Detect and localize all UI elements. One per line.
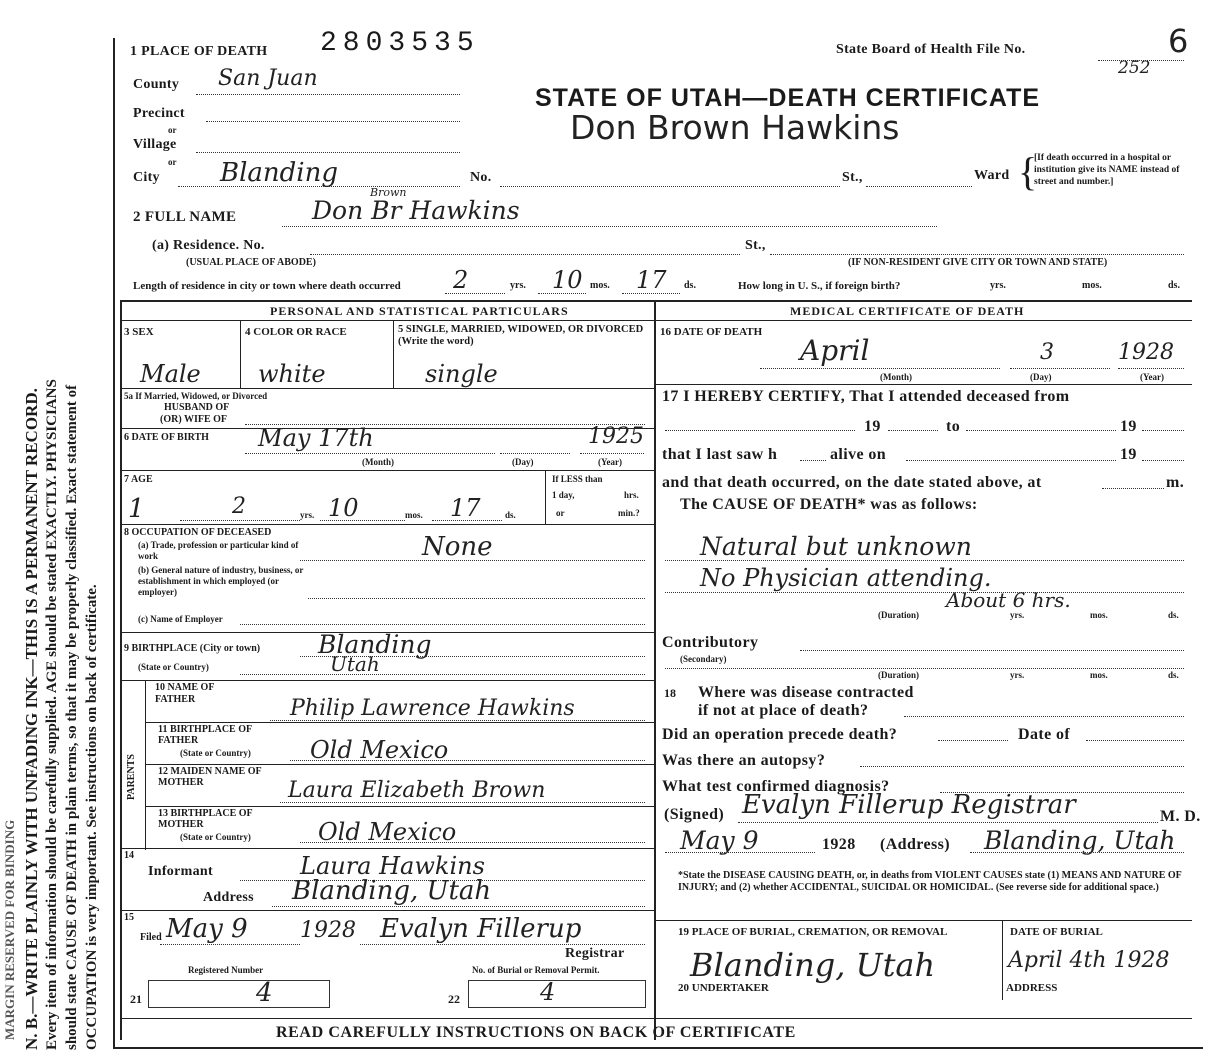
- employer-line: [240, 624, 645, 625]
- row-rule-1: [120, 388, 654, 389]
- duration2-mos: mos.: [1090, 670, 1108, 680]
- parents-label: PARENTS: [126, 754, 137, 800]
- city-label: City: [133, 170, 160, 185]
- father-value: Philip Lawrence Hawkins: [290, 696, 575, 721]
- certificate-serial-number: 2803535: [320, 28, 480, 59]
- residence-years: 2: [453, 266, 469, 294]
- age-yrs-label: yrs.: [300, 510, 315, 520]
- death-month-sub: (Month): [880, 372, 912, 382]
- birthplace-state-label: (State or Country): [138, 662, 209, 672]
- marital-value: single: [425, 360, 498, 388]
- death-month-value: April: [800, 334, 870, 367]
- medical-heading: MEDICAL CERTIFICATE OF DEATH: [790, 304, 1025, 318]
- less-hrs-label: hrs.: [624, 490, 639, 500]
- residence-ds-label: ds.: [684, 280, 696, 291]
- us-residence-label: How long in U. S., if foreign birth?: [738, 280, 901, 292]
- parents-rule-2: [145, 764, 654, 765]
- cause-line-2-rule: [665, 592, 1184, 593]
- instruction-line-2: should state CAUSE OF DEATH in plain terms, so that it may be properly classified. Exact statement of: [64, 384, 80, 1050]
- attended-from-year-line: [888, 430, 938, 431]
- informant-label: Informant: [148, 864, 213, 879]
- length-residence-label: Length of residence in city or town where death occurred: [133, 280, 401, 292]
- last-saw-label: that I last saw h: [662, 446, 778, 463]
- full-name-label: 2 FULL NAME: [133, 209, 237, 225]
- color-marital-divider: [393, 320, 394, 388]
- center-divider: [654, 300, 656, 1040]
- disease-contracted-question-2: if not at place of death?: [698, 702, 869, 719]
- signature-date-line: [665, 852, 815, 853]
- age-mos-label: mos.: [405, 510, 423, 520]
- cause-line-2: No Physician attending.: [700, 564, 992, 592]
- filed-year-value: 1928: [300, 918, 356, 943]
- medical-rule-1: [654, 384, 1192, 385]
- occupation-label: 8 OCCUPATION OF DECEASED: [124, 527, 272, 538]
- age-lead-value: 1: [128, 494, 145, 524]
- age-label: 7 AGE: [124, 474, 153, 485]
- father-birthplace-line: [290, 760, 645, 761]
- village-label: Village: [133, 137, 177, 152]
- father-line: [270, 720, 645, 721]
- bottom-frame-rule: [113, 1047, 1203, 1049]
- occupation-a-label: (a) Trade, profession or particular kind of work: [138, 540, 299, 561]
- residence-yrs-label: yrs.: [510, 280, 526, 291]
- burial-place-value: Blanding, Utah: [690, 946, 936, 984]
- signed-label: (Signed): [664, 806, 725, 823]
- attended-to-year: 19: [1120, 418, 1137, 435]
- mother-birthplace-label: 13 BIRTHPLACE OF MOTHER: [158, 808, 253, 830]
- duration-ds: ds.: [1168, 610, 1179, 620]
- dob-year-sub: (Year): [598, 457, 622, 467]
- birthplace-state-line: [240, 674, 645, 675]
- spouse-label: 5a If Married, Widowed, or Divorced: [124, 391, 268, 401]
- father-birthplace-sub: (State or Country): [180, 748, 251, 758]
- duration-label: (Duration): [878, 610, 919, 620]
- death-time-meridiem: m.: [1166, 474, 1185, 491]
- burial-divider: [1002, 920, 1003, 1000]
- occupation-b-label: (b) General nature of industry, business, or establishment in which employed (or employer): [138, 565, 304, 597]
- death-time-line: [1102, 488, 1164, 489]
- file-number-label: State Board of Health File No.: [836, 42, 1026, 57]
- full-name-superscript: Brown: [370, 186, 407, 199]
- informant-address-label: Address: [203, 890, 254, 905]
- street-label: St.,: [842, 170, 863, 185]
- county-value: San Juan: [218, 66, 318, 91]
- county-line: [196, 94, 460, 95]
- dob-month-line: [245, 453, 495, 454]
- autopsy-question: Was there an autopsy?: [662, 752, 826, 769]
- occupation-b-line: [308, 598, 645, 599]
- city-value: Blanding: [220, 158, 339, 188]
- burial-permit-box: [468, 980, 646, 1008]
- row-rule-7: [120, 848, 654, 849]
- instruction-line-3: OCCUPATION is very important. See instructions on back of certificate.: [84, 584, 100, 1050]
- inner-left-rule: [120, 300, 122, 1040]
- father-birthplace-value: Old Mexico: [310, 736, 449, 764]
- duration-yrs: yrs.: [1010, 610, 1025, 620]
- age-months-value: 10: [328, 494, 359, 522]
- burial-permit-label: No. of Burial or Removal Permit.: [472, 965, 600, 975]
- signature-address-value: Blanding, Utah: [984, 826, 1176, 855]
- nonresident-note: (IF NON-RESIDENT GIVE CITY OR TOWN AND STATE): [848, 257, 1108, 268]
- autopsy-line: [860, 766, 1184, 767]
- attended-from-year: 19: [864, 418, 881, 435]
- item-18-number: 18: [664, 686, 676, 700]
- parents-rule-1: [145, 722, 654, 723]
- residence-line: [310, 254, 740, 255]
- street-number-label: No.: [470, 170, 492, 185]
- section-top-rule: [120, 300, 1192, 302]
- color-label: 4 COLOR OR RACE: [245, 326, 347, 338]
- death-day-value: 3: [1040, 340, 1054, 365]
- residence-street-line: [770, 254, 1184, 255]
- test-question: What test confirmed diagnosis?: [662, 778, 890, 795]
- disease-contracted-question: Where was disease contracted: [698, 684, 914, 701]
- attended-from-line: [665, 430, 855, 431]
- mother-line: [280, 802, 645, 803]
- alive-on-label: alive on: [830, 446, 887, 463]
- residence-days-line: [622, 293, 680, 294]
- signature-line: [738, 822, 1158, 823]
- residence-days: 17: [636, 266, 667, 294]
- cause-of-death-label: The CAUSE OF DEATH* was as follows:: [680, 496, 978, 513]
- filed-label: Filed: [140, 932, 162, 943]
- less-than-divider: [545, 470, 546, 524]
- cause-footnote: *State the DISEASE CAUSING DEATH, or, in deaths from VIOLENT CAUSES state (1) MEANS AND NATURE OF INJURY; and (2) whether ACCIDENTAL, SUICIDAL OR HOMICIDAL. (See reverse side for additional space.): [678, 870, 1182, 893]
- burial-place-label: 19 PLACE OF BURIAL, CREMATION, OR REMOVAL: [678, 926, 948, 938]
- date-of-death-label: 16 DATE OF DEATH: [660, 326, 763, 338]
- residence-months-line: [538, 293, 586, 294]
- sex-label: 3 SEX: [124, 326, 154, 338]
- mother-birthplace-line: [300, 842, 645, 843]
- age-months-line: [320, 520, 405, 521]
- birthplace-label: 9 BIRTHPLACE (City or town): [124, 643, 261, 654]
- operation-date-line: [1086, 740, 1184, 741]
- less-or-label: or: [556, 508, 565, 518]
- left-frame-rule: [113, 38, 115, 1048]
- file-number-value: 6: [1168, 22, 1189, 60]
- filed-date-value: May 9: [166, 914, 248, 944]
- filed-date-line: [160, 944, 300, 945]
- alive-on-year: 19: [1120, 446, 1137, 463]
- dob-day-line: [500, 453, 570, 454]
- residence-label: (a) Residence. No.: [152, 238, 265, 253]
- item-21-number: 21: [130, 992, 142, 1006]
- footer-instructions: READ CAREFULLY INSTRUCTIONS ON BACK OF CERTIFICATE: [276, 1024, 796, 1041]
- registrar-label: Registrar: [565, 946, 625, 961]
- certify-statement: 17 I HEREBY CERTIFY, That I attended deceased from: [662, 388, 1070, 405]
- item-22-number: 22: [448, 992, 460, 1006]
- alive-on-line: [906, 460, 1116, 461]
- burial-date-label: DATE OF BURIAL: [1010, 926, 1103, 938]
- burial-rule: [654, 920, 1192, 921]
- residence-street-label: St.,: [745, 238, 766, 253]
- color-value: white: [258, 360, 326, 388]
- death-year-value: 1928: [1118, 340, 1174, 365]
- or-connector-1: or: [168, 125, 177, 135]
- row-rule-4: [120, 524, 654, 525]
- us-mos-label: mos.: [1082, 280, 1102, 291]
- less-day-label: 1 day,: [552, 490, 575, 500]
- contributory-line: [800, 650, 1184, 651]
- county-label: County: [133, 77, 180, 92]
- mother-label: 12 MAIDEN NAME OF MOTHER: [158, 766, 262, 788]
- row-rule-2: [120, 428, 654, 429]
- dob-month-value: May 17th: [258, 424, 374, 452]
- registrar-line: [360, 944, 645, 945]
- duration2-ds: ds.: [1168, 670, 1179, 680]
- file-number-subvalue: 252: [1118, 58, 1151, 78]
- or-connector-2: or: [168, 157, 177, 167]
- birthplace-state-value: Utah: [330, 652, 380, 676]
- cause-duration-value: About 6 hrs.: [946, 588, 1071, 612]
- burial-permit-value: 4: [540, 978, 556, 1006]
- us-yrs-label: yrs.: [990, 280, 1006, 291]
- spouse-husband-label: HUSBAND OF: [164, 402, 230, 413]
- operation-date-label: Date of: [1018, 726, 1071, 743]
- age-days-line: [432, 520, 502, 521]
- less-than-label: If LESS than: [552, 474, 603, 484]
- contributory-label: Contributory: [662, 634, 759, 651]
- undertaker-address-label: ADDRESS: [1006, 982, 1058, 994]
- mother-birthplace-value: Old Mexico: [318, 818, 457, 846]
- informant-address-value: Blanding, Utah: [292, 876, 492, 906]
- undertaker-label: 20 UNDERTAKER: [678, 982, 769, 994]
- attended-to-line: [966, 430, 1116, 431]
- signature-address-line: [970, 852, 1184, 853]
- physician-signature: Evalyn Fillerup Registrar: [742, 790, 1076, 820]
- informant-value: Laura Hawkins: [300, 852, 485, 880]
- death-month-line: [760, 368, 1000, 369]
- death-day-line: [1010, 368, 1110, 369]
- age-years-value: 2: [232, 494, 246, 519]
- residence-mos-label: mos.: [590, 280, 610, 291]
- operation-question: Did an operation precede death?: [662, 726, 898, 743]
- item-14-number: 14: [124, 850, 134, 861]
- street-line: [866, 186, 972, 187]
- less-min-label: min.?: [618, 508, 640, 518]
- last-saw-line: [800, 460, 826, 461]
- personal-heading: PERSONAL AND STATISTICAL PARTICULARS: [270, 304, 569, 318]
- ward-label: Ward: [974, 168, 1010, 183]
- place-of-death-label: 1 PLACE OF DEATH: [130, 44, 268, 59]
- operation-line: [938, 740, 1008, 741]
- duration2-yrs: yrs.: [1010, 670, 1025, 680]
- attended-to-label: to: [946, 418, 961, 435]
- death-occurred-label: and that death occurred, on the date stated above, at: [662, 474, 1042, 491]
- full-name-value: Don Br Hawkins: [312, 196, 520, 225]
- certificate-title: STATE OF UTAH—DEATH CERTIFICATE: [535, 84, 1041, 112]
- row-rule-3: [120, 470, 654, 471]
- father-birthplace-label: 11 BIRTHPLACE OF FATHER: [158, 724, 252, 746]
- instruction-line-1: Every item of information should be carefully supplied. AGE should be stated EXACTLY. PHYSICIANS: [44, 379, 60, 1050]
- us-ds-label: ds.: [1168, 280, 1180, 291]
- attended-to-year-line: [1142, 430, 1184, 431]
- death-day-sub: (Day): [1030, 372, 1052, 382]
- contributory-line-2: [665, 668, 1184, 669]
- registered-number-value: 4: [256, 978, 273, 1008]
- employer-label: (c) Name of Employer: [138, 614, 223, 624]
- signature-date-value: May 9: [680, 826, 759, 855]
- street-number-line: [500, 186, 840, 187]
- item-15-number: 15: [124, 912, 134, 923]
- residence-months: 10: [552, 266, 583, 294]
- row-rule-6: [120, 680, 654, 681]
- cause-line-1-rule: [665, 560, 1184, 561]
- section-heading-rule: [120, 320, 1192, 321]
- parents-divider: [145, 680, 146, 850]
- secondary-label: (Secondary): [680, 654, 727, 664]
- age-days-value: 17: [450, 494, 481, 522]
- dob-year-value: 1925: [588, 424, 644, 449]
- death-year-line: [1118, 368, 1184, 369]
- ward-brace: {: [1018, 149, 1038, 194]
- full-name-line: [282, 226, 937, 227]
- footer-rule: [120, 1018, 1192, 1019]
- residence-years-line: [445, 293, 505, 294]
- age-years-line: [180, 520, 300, 521]
- mother-birthplace-sub: (State or Country): [180, 832, 251, 842]
- signature-year-value: 1928: [822, 836, 856, 853]
- registrar-signature: Evalyn Fillerup: [380, 914, 582, 944]
- ward-note: [If death occurred in a hospital or institution give its NAME instead of street and number.]: [1034, 153, 1180, 187]
- occupation-value: None: [422, 532, 493, 562]
- signature-address-label: (Address): [880, 836, 950, 853]
- death-year-sub: (Year): [1140, 372, 1164, 382]
- dob-day-sub: (Day): [512, 457, 534, 467]
- residence-sub: (USUAL PLACE OF ABODE): [186, 257, 316, 268]
- dob-month-sub: (Month): [362, 457, 394, 467]
- dob-year-line: [580, 453, 644, 454]
- burial-date-value: April 4th 1928: [1008, 948, 1170, 973]
- registered-number-label: Registered Number: [188, 965, 264, 975]
- sex-color-divider: [240, 320, 241, 388]
- dob-label: 6 DATE OF BIRTH: [124, 432, 209, 443]
- registered-number-box: [148, 980, 330, 1008]
- marital-label: 5 SINGLE, MARRIED, WIDOWED, OR DIVORCED (Write the word): [398, 324, 644, 347]
- disease-contracted-line: [904, 716, 1184, 717]
- age-ds-label: ds.: [505, 510, 516, 520]
- row-rule-8: [120, 910, 654, 911]
- binding-margin-note: MARGIN RESERVED FOR BINDING: [2, 819, 17, 1040]
- parents-rule-3: [145, 806, 654, 807]
- deceased-name-overlay: Don Brown Hawkins: [570, 108, 900, 147]
- md-label: M. D.: [1160, 808, 1201, 825]
- birthplace-city-value: Blanding: [318, 630, 432, 659]
- mother-value: Laura Elizabeth Brown: [288, 778, 546, 803]
- informant-address-line: [272, 906, 645, 907]
- father-label: 10 NAME OF FATHER: [155, 682, 215, 705]
- occupation-a-line: [300, 560, 645, 561]
- cause-line-1: Natural but unknown: [700, 532, 972, 561]
- village-line: [196, 152, 460, 153]
- permanent-record-notice: N. B.—WRITE PLAINLY WITH UNFADING INK—THIS IS A PERMANENT RECORD.: [22, 388, 41, 1050]
- sex-value: Male: [140, 360, 201, 388]
- duration-mos: mos.: [1090, 610, 1108, 620]
- precinct-line: [206, 121, 460, 122]
- precinct-label: Precinct: [133, 106, 185, 121]
- alive-on-year-line: [1142, 460, 1184, 461]
- duration2-label: (Duration): [878, 670, 919, 680]
- spouse-wife-label: (OR) WIFE OF: [160, 414, 228, 425]
